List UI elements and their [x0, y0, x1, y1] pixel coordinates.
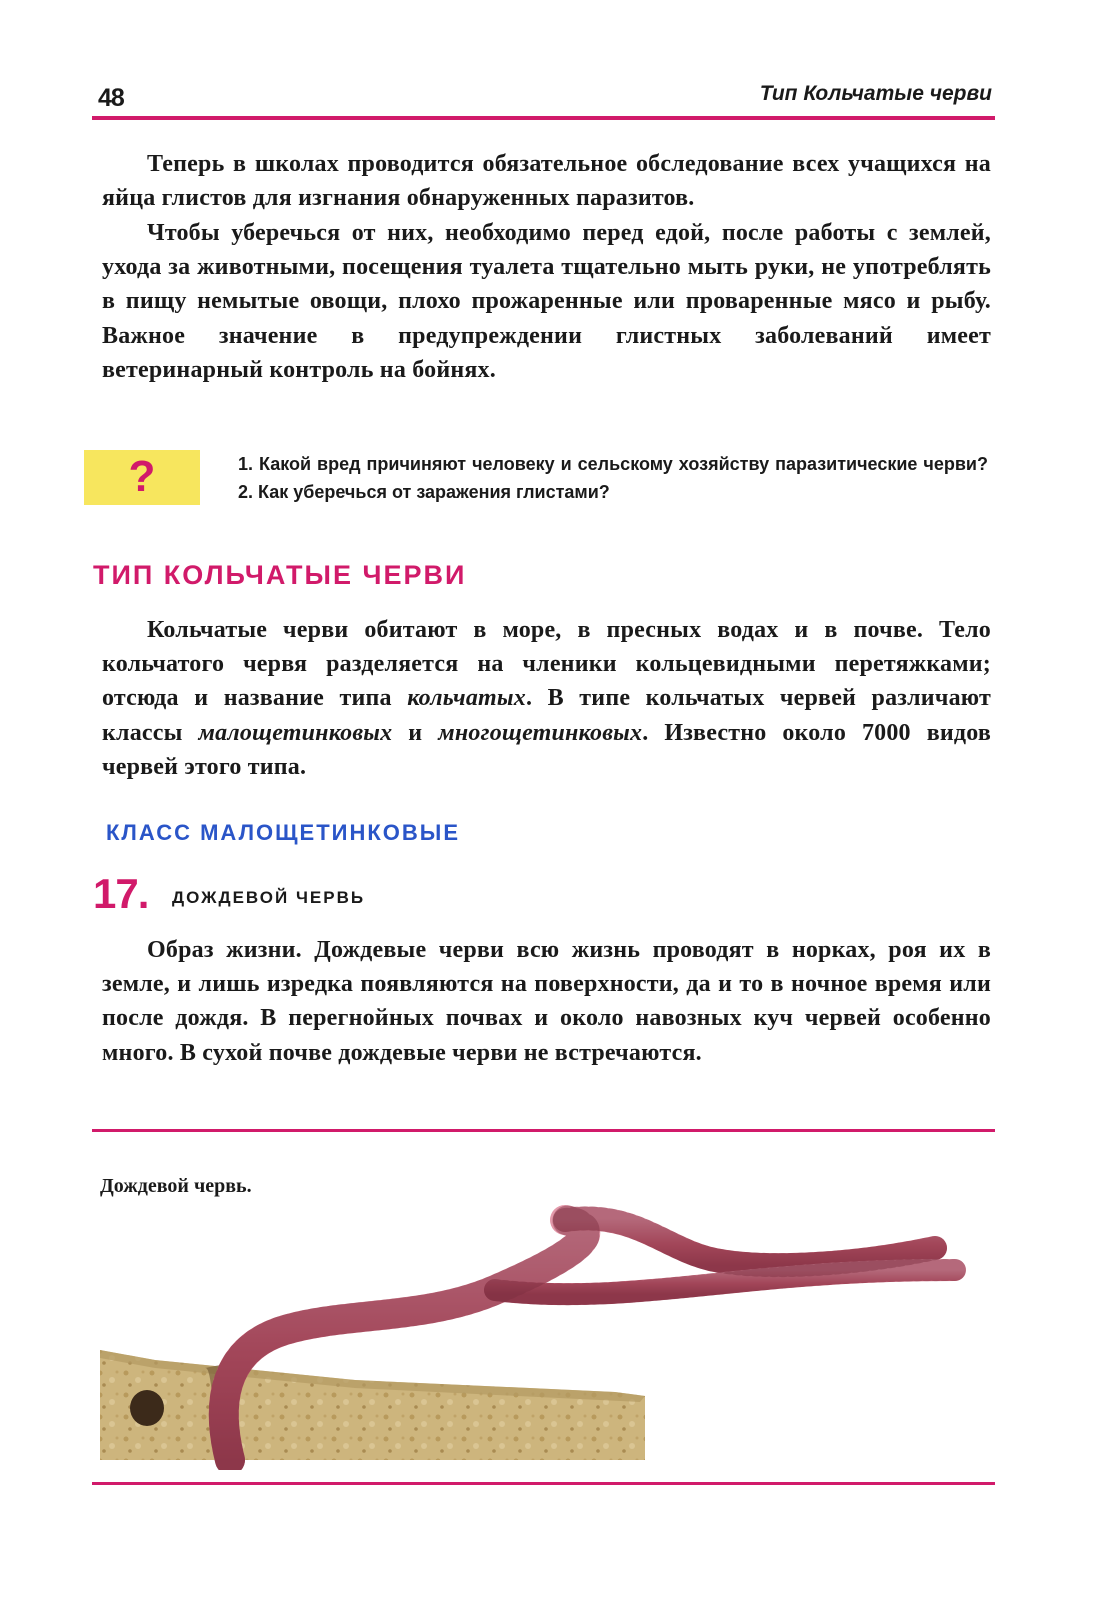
- paragraph-prevention: Чтобы уберечься от них, необходимо перед едой, после работы с землей, ухода за животными, посещения туалета тщательно мыть руки, не употреблять в пищу немытые овощи, плохо прожаренные или проваренные мясо и рыбу. Важное значение в предупреждении глистных заболеваний имеет ветеринарный контроль на бойнях.: [102, 220, 991, 383]
- running-head: Тип Кольчатые черви: [759, 82, 992, 105]
- term-kolchatykh: кольчатых: [407, 685, 526, 712]
- header-rule: [92, 116, 995, 120]
- paragraph-screening: Теперь в школах проводится обязательное обследование всех учащихся на яйца глистов для изгнания обнаруженных паразитов.: [102, 151, 991, 212]
- lesson-number: 17.: [93, 870, 149, 917]
- review-questions: 1. Какой вред причиняют человеку и сельскому хозяйству паразитические черви? 2. Как уберечься от заражения глистами?: [238, 454, 988, 502]
- questions-badge: [84, 450, 200, 505]
- figure-bottom-rule: [92, 1482, 995, 1485]
- lifestyle-text: Дождевые черви всю жизнь проводят в норках, роя их в земле, и лишь изредка появляются на поверхности, да и то в ночное время или после дождя. В перегнойных почвах и около навозных куч червей особенно много. В сухой почве дождевые черви не встречаются.: [102, 937, 992, 1066]
- class-title: КЛАСС МАЛОЩЕТИНКОВЫЕ: [106, 820, 460, 845]
- term-maloshchetinkovykh: малощетинковых: [198, 719, 393, 746]
- lifestyle-lead: Образ жизни.: [147, 937, 302, 963]
- soil-block: [100, 1350, 645, 1460]
- page-number: 48: [98, 84, 124, 112]
- question-mark-icon: ?: [128, 452, 156, 501]
- lesson-title: ДОЖДЕВОЙ ЧЕРВЬ: [172, 888, 366, 907]
- annelids-text-4: . Известно около 7000 видов червей этого типа.: [102, 719, 991, 780]
- term-mnogoshchetinkovykh: многощетинковых: [438, 719, 643, 746]
- section-title: ТИП КОЛЬЧАТЫЕ ЧЕРВИ: [93, 560, 467, 590]
- annelids-text-2: . В типе кольчатых червей различают классы: [102, 685, 991, 746]
- figure-top-rule: [92, 1129, 995, 1132]
- annelids-text-3: и: [392, 719, 439, 746]
- figure-caption: Дождевой червь.: [100, 1175, 252, 1197]
- annelids-text-1: Кольчатые черви обитают в море, в пресных водах и в почве. Тело кольчатого червя разделяется на членики кольцевидными перетяжками; отсюда и название типа: [102, 617, 991, 712]
- earthworm-illustration: [95, 1170, 975, 1470]
- paragraph-annelids: [102, 613, 991, 784]
- paragraph-lifestyle: [102, 933, 991, 1070]
